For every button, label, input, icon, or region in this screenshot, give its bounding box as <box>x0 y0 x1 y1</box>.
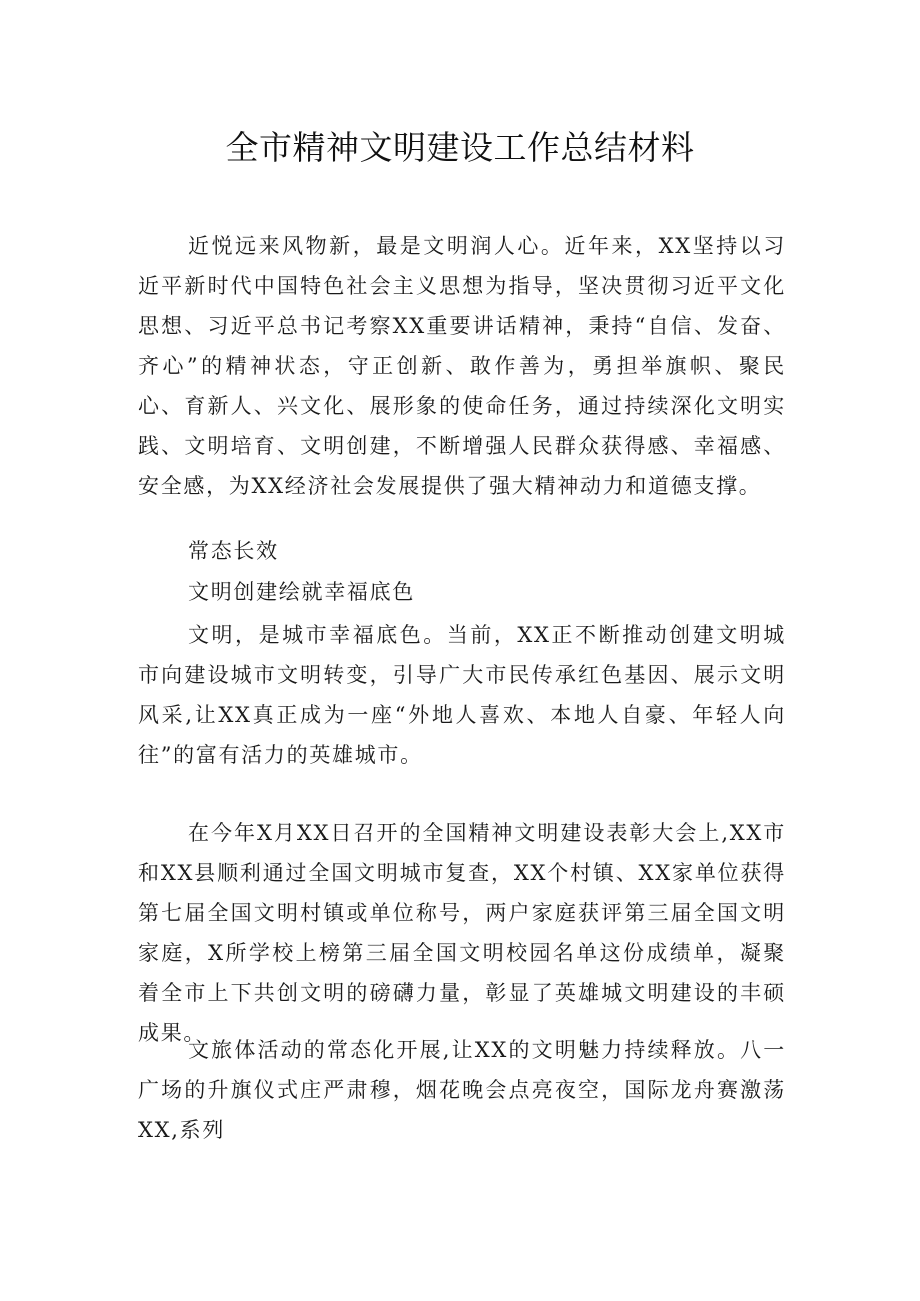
paragraph-civilization: 文明，是城市幸福底色。当前，XX正不断推动创建文明城市向建设城市文明转变，引导广大市民传承红色基因、展示文明风采,让XX真正成为一座“外地人喜欢、本地人自豪、年轻人向往”的富有活力的英雄城市。 <box>138 623 786 767</box>
section-subheading: 文明创建绘就幸福底色 <box>188 580 415 604</box>
section-heading: 常态长效 <box>188 539 279 563</box>
paragraph-intro: 近悦远来风物新，最是文明润人心。近年来，XX坚持以习近平新时代中国特色社会主义思想为指导，坚决贯彻习近平文化思想、习近平总书记考察XX重要讲话精神，秉持“自信、发奋、齐心”的精神状态，守正创新、敢作善为，勇担举旗帜、聚民心、育新人、兴文化、展形象的使命任务，通过持续深化文明实践、文明培育、文明创建，不断增强人民群众获得感、幸福感、安全感，为XX经济社会发展提供了强大精神动力和道德支撑。 <box>138 234 786 498</box>
paragraph-awards: 在今年X月XX日召开的全国精神文明建设表彰大会上,XX市和XX县顺利通过全国文明城市复查，XX个村镇、XX家单位获得第七届全国文明村镇或单位称号，两户家庭获评第三届全国文明家庭，X所学校上榜第三届全国文明校园名单这份成绩单，凝聚着全市上下共创文明的磅礴力量，彰显了英雄城文明建设的丰硕成果。 <box>138 821 786 1045</box>
paragraph-activities: 文旅体活动的常态化开展,让XX的文明魅力持续释放。八一广场的升旗仪式庄严肃穆，烟花晚会点亮夜空，国际龙舟赛激荡XX,系列 <box>138 1038 786 1142</box>
document-title: 全市精神文明建设工作总结材料 <box>225 128 695 167</box>
